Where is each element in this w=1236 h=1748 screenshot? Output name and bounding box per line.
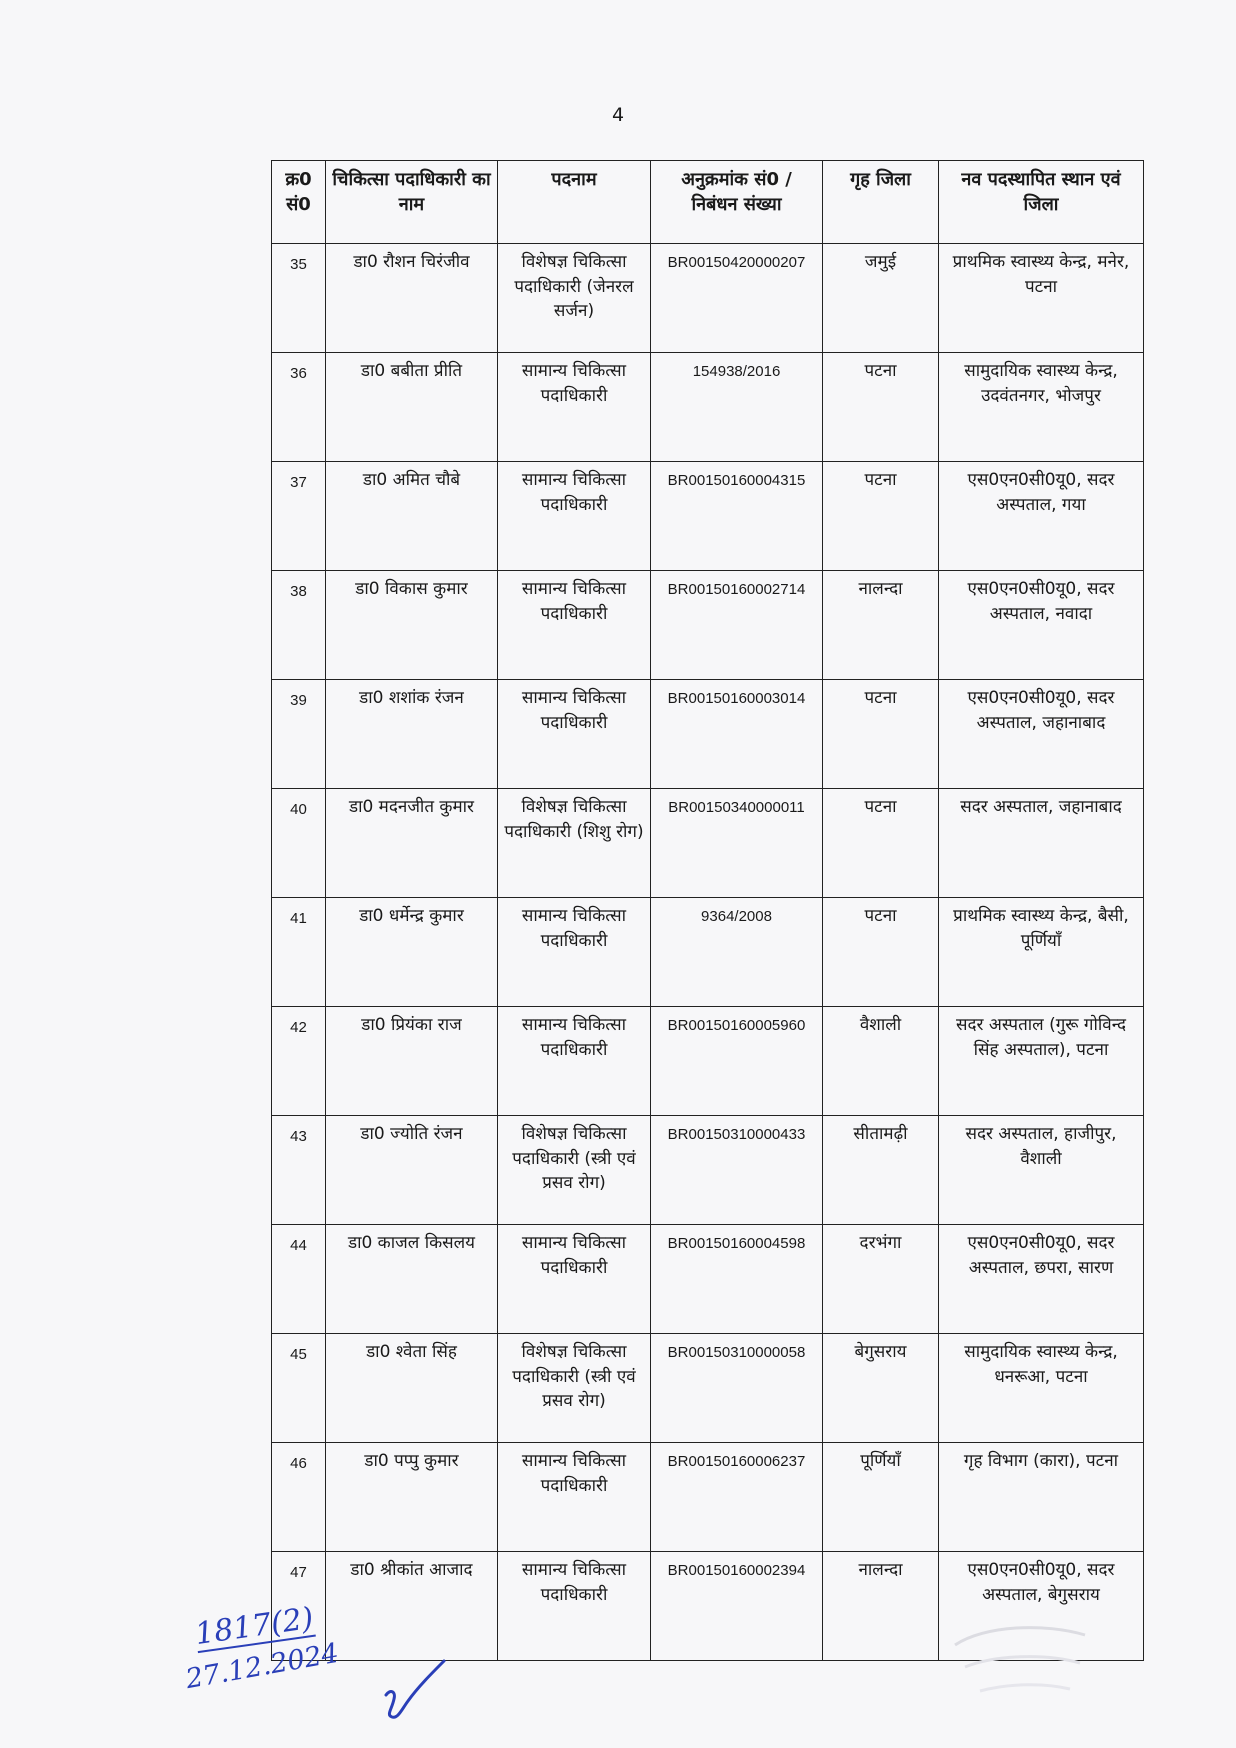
table-row (272, 353, 1144, 462)
cell-designation: सामान्य चिकित्सा पदाधिकारी (498, 1552, 651, 1661)
header-registration-number: अनुक्रमांक सं0 / निबंधन संख्या (651, 161, 823, 244)
cell-new-posting: एस0एन0सी0यू0, सदर अस्पताल, गया (939, 462, 1144, 571)
table-row (272, 1116, 1144, 1225)
cell-new-posting: एस0एन0सी0यू0, सदर अस्पताल, जहानाबाद (939, 680, 1144, 789)
cell-home-district: पटना (823, 462, 939, 571)
table-row (272, 1225, 1144, 1334)
cell-designation: विशेषज्ञ चिकित्सा पदाधिकारी (शिशु रोग) (498, 789, 651, 898)
cell-home-district: पटना (823, 898, 939, 1007)
cell-officer-name: डा0 रौशन चिरंजीव (326, 244, 498, 353)
cell-serial-number: 46 (272, 1443, 326, 1552)
cell-registration-number: BR00150340000011 (651, 789, 823, 898)
cell-officer-name: डा0 धर्मेन्द्र कुमार (326, 898, 498, 1007)
table-row (272, 1007, 1144, 1116)
cell-serial-number: 38 (272, 571, 326, 680)
cell-home-district: पटना (823, 680, 939, 789)
cell-officer-name: डा0 विकास कुमार (326, 571, 498, 680)
cell-serial-number: 37 (272, 462, 326, 571)
cell-serial-number: 39 (272, 680, 326, 789)
cell-designation: सामान्य चिकित्सा पदाधिकारी (498, 571, 651, 680)
cell-new-posting: सामुदायिक स्वास्थ्य केन्द्र, उदवंतनगर, भोजपुर (939, 353, 1144, 462)
cell-designation: विशेषज्ञ चिकित्सा पदाधिकारी (स्त्री एवं प्रसव रोग) (498, 1334, 651, 1443)
cell-serial-number: 45 (272, 1334, 326, 1443)
table-row (272, 680, 1144, 789)
cell-designation: सामान्य चिकित्सा पदाधिकारी (498, 898, 651, 1007)
cell-officer-name: डा0 श्वेता सिंह (326, 1334, 498, 1443)
posting-table (271, 160, 1144, 1661)
cell-registration-number: BR00150160006237 (651, 1443, 823, 1552)
cell-home-district: जमुई (823, 244, 939, 353)
cell-officer-name: डा0 काजल किसलय (326, 1225, 498, 1334)
cell-serial-number: 43 (272, 1116, 326, 1225)
cell-home-district: दरभंगा (823, 1225, 939, 1334)
cell-officer-name: डा0 बबीता प्रीति (326, 353, 498, 462)
cell-designation: सामान्य चिकित्सा पदाधिकारी (498, 680, 651, 789)
cell-new-posting: प्राथमिक स्वास्थ्य केन्द्र, मनेर, पटना (939, 244, 1144, 353)
cell-new-posting: गृह विभाग (कारा), पटना (939, 1443, 1144, 1552)
cell-designation: सामान्य चिकित्सा पदाधिकारी (498, 462, 651, 571)
table-header-row (272, 161, 1144, 244)
header-new-posting: नव पदस्थापित स्थान एवं जिला (939, 161, 1144, 244)
cell-serial-number: 36 (272, 353, 326, 462)
table-row (272, 789, 1144, 898)
cell-home-district: नालन्दा (823, 571, 939, 680)
dispatch-number: 1817(2) (193, 1600, 316, 1653)
cell-home-district: बेगुसराय (823, 1334, 939, 1443)
cell-home-district: नालन्दा (823, 1552, 939, 1661)
cell-registration-number: BR00150420000207 (651, 244, 823, 353)
cell-officer-name: डा0 शशांक रंजन (326, 680, 498, 789)
faint-stamp-impression (935, 1605, 1105, 1715)
header-home-district: गृह जिला (823, 161, 939, 244)
cell-new-posting: एस0एन0सी0यू0, सदर अस्पताल, बेगुसराय (939, 1552, 1144, 1661)
cell-registration-number: BR00150310000058 (651, 1334, 823, 1443)
cell-registration-number: BR00150310000433 (651, 1116, 823, 1225)
cell-serial-number: 47 (272, 1552, 326, 1661)
cell-designation: सामान्य चिकित्सा पदाधिकारी (498, 353, 651, 462)
table-row (272, 1334, 1144, 1443)
cell-officer-name: डा0 मदनजीत कुमार (326, 789, 498, 898)
cell-designation: सामान्य चिकित्सा पदाधिकारी (498, 1007, 651, 1116)
cell-registration-number: 9364/2008 (651, 898, 823, 1007)
cell-new-posting: सदर अस्पताल, जहानाबाद (939, 789, 1144, 898)
cell-registration-number: BR00150160003014 (651, 680, 823, 789)
header-designation: पदनाम (498, 161, 651, 244)
cell-registration-number: 154938/2016 (651, 353, 823, 462)
cell-new-posting: सदर अस्पताल, हाजीपुर, वैशाली (939, 1116, 1144, 1225)
header-serial-number: क्र0 सं0 (272, 161, 326, 244)
cell-home-district: वैशाली (823, 1007, 939, 1116)
cell-officer-name: डा0 पप्पु कुमार (326, 1443, 498, 1552)
page-number: 4 (611, 104, 625, 126)
cell-registration-number: BR00150160005960 (651, 1007, 823, 1116)
cell-new-posting: प्राथमिक स्वास्थ्य केन्द्र, बैसी, पूर्णियाँ (939, 898, 1144, 1007)
cell-home-district: सीतामढ़ी (823, 1116, 939, 1225)
dispatch-date: 27.12.2024 (183, 1637, 342, 1696)
signature-mark (380, 1655, 450, 1725)
cell-officer-name: डा0 अमित चौबे (326, 462, 498, 571)
cell-home-district: पूर्णियाँ (823, 1443, 939, 1552)
cell-designation: सामान्य चिकित्सा पदाधिकारी (498, 1225, 651, 1334)
cell-new-posting: एस0एन0सी0यू0, सदर अस्पताल, नवादा (939, 571, 1144, 680)
cell-officer-name: डा0 ज्योति रंजन (326, 1116, 498, 1225)
table-row (272, 1443, 1144, 1552)
cell-officer-name: डा0 श्रीकांत आजाद (326, 1552, 498, 1661)
cell-new-posting: सामुदायिक स्वास्थ्य केन्द्र, धनरूआ, पटना (939, 1334, 1144, 1443)
table-row (272, 571, 1144, 680)
cell-registration-number: BR00150160004315 (651, 462, 823, 571)
cell-designation: विशेषज्ञ चिकित्सा पदाधिकारी (स्त्री एवं प्रसव रोग) (498, 1116, 651, 1225)
cell-registration-number: BR00150160004598 (651, 1225, 823, 1334)
cell-officer-name: डा0 प्रियंका राज (326, 1007, 498, 1116)
cell-serial-number: 42 (272, 1007, 326, 1116)
cell-serial-number: 40 (272, 789, 326, 898)
cell-serial-number: 35 (272, 244, 326, 353)
header-officer-name: चिकित्सा पदाधिकारी का नाम (326, 161, 498, 244)
cell-designation: विशेषज्ञ चिकित्सा पदाधिकारी (जेनरल सर्जन) (498, 244, 651, 353)
cell-designation: सामान्य चिकित्सा पदाधिकारी (498, 1443, 651, 1552)
cell-serial-number: 41 (272, 898, 326, 1007)
cell-home-district: पटना (823, 353, 939, 462)
table-row (272, 898, 1144, 1007)
cell-home-district: पटना (823, 789, 939, 898)
cell-new-posting: सदर अस्पताल (गुरू गोविन्द सिंह अस्पताल), पटना (939, 1007, 1144, 1116)
table-row (272, 244, 1144, 353)
handwritten-dispatch-note (183, 1600, 365, 1710)
table-row (272, 462, 1144, 571)
cell-registration-number: BR00150160002394 (651, 1552, 823, 1661)
cell-new-posting: एस0एन0सी0यू0, सदर अस्पताल, छपरा, सारण (939, 1225, 1144, 1334)
cell-serial-number: 44 (272, 1225, 326, 1334)
cell-registration-number: BR00150160002714 (651, 571, 823, 680)
